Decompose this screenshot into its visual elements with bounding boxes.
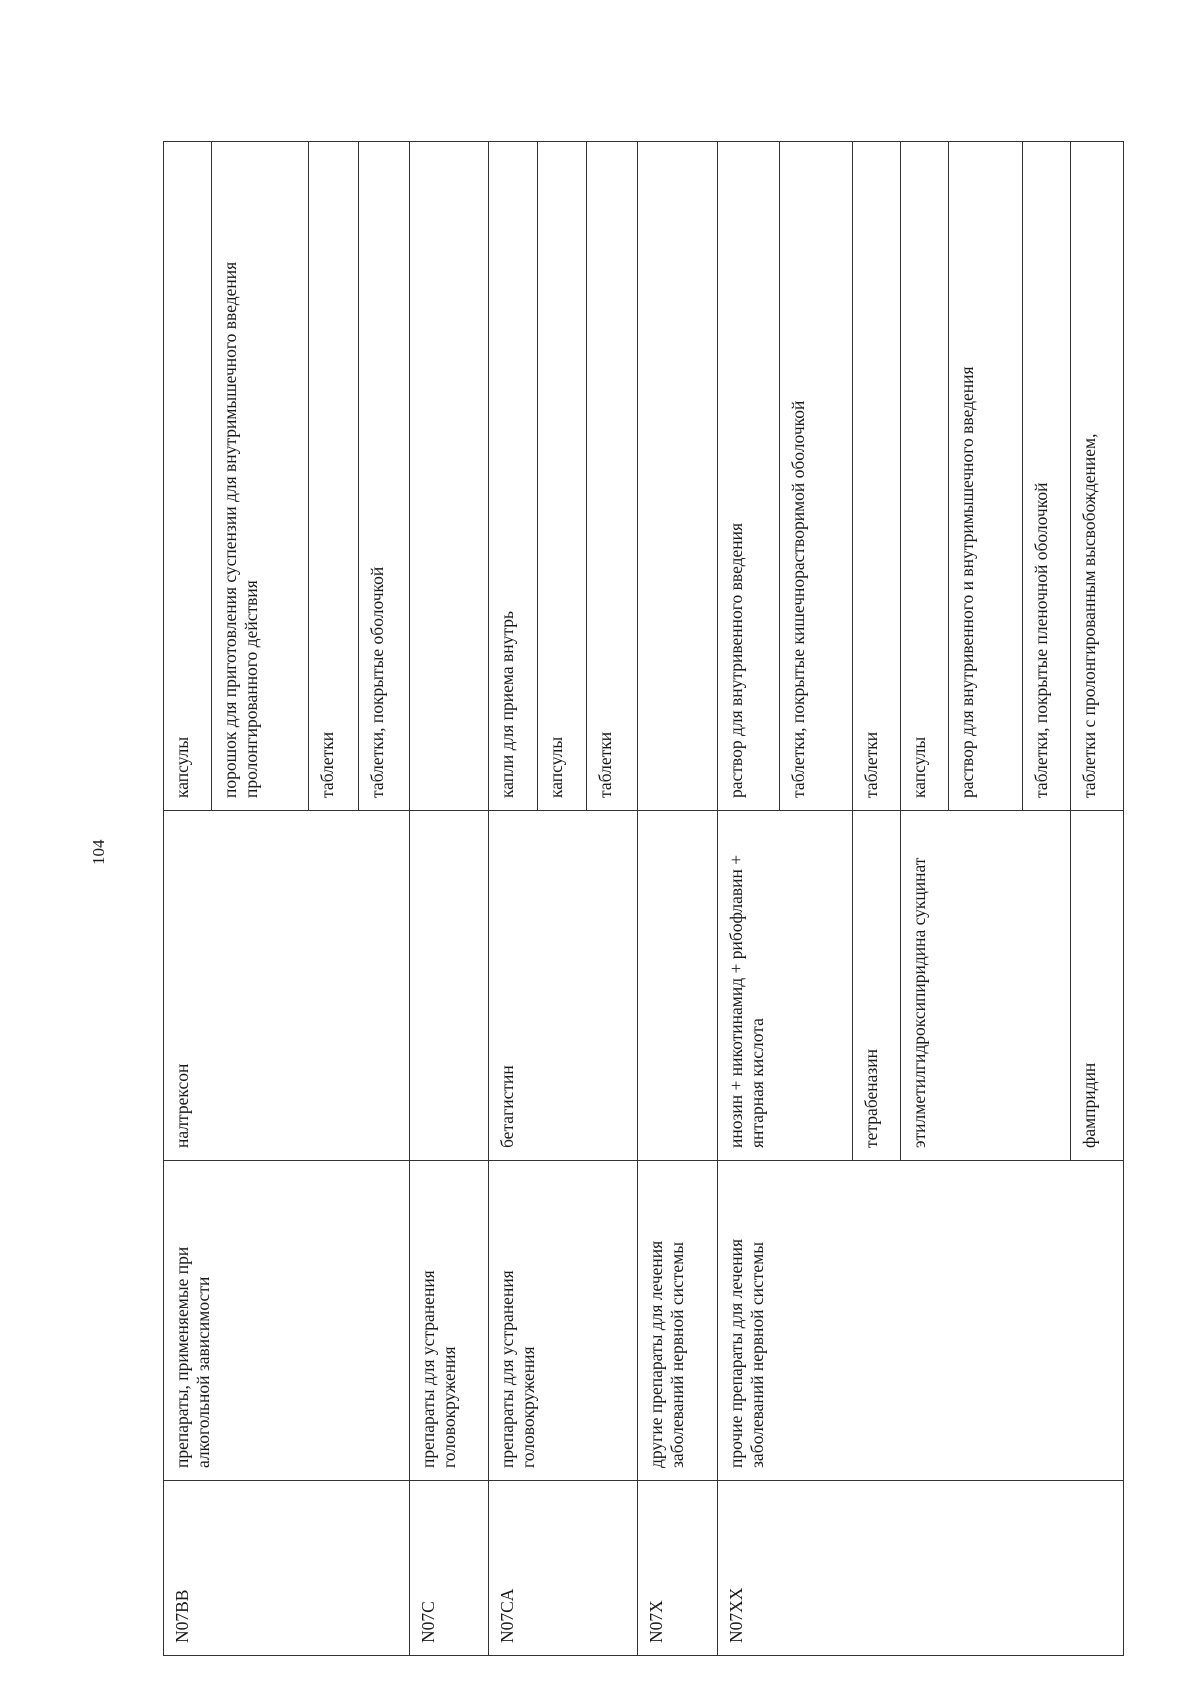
dosage-form: порошок для приготовления суспензии для внутримышечного введения пролонгированного действия	[212, 142, 308, 811]
dosage-form: таблетки, покрытые оболочкой	[358, 142, 409, 811]
dosage-form: капсулы	[537, 142, 586, 811]
dosage-form: таблетки с пролонгированным высвобождением,	[1071, 142, 1124, 811]
dosage-form: раствор для внутривенного и внутримышечного введения	[949, 142, 1023, 811]
dosage-form: таблетки, покрытые кишечнорастворимой оболочкой	[779, 142, 852, 811]
atc-code: N07CA	[488, 1481, 637, 1656]
pharm-group: прочие препараты для лечения заболеваний нервной системы	[717, 1161, 1123, 1481]
dosage-form: таблетки	[308, 142, 358, 811]
table-row	[717, 142, 779, 1656]
drug-name: фампридин	[1071, 811, 1124, 1161]
atc-code: N07XX	[717, 1481, 1123, 1656]
drug-name: бетагистин	[488, 811, 637, 1161]
atc-code: N07BB	[164, 1481, 410, 1656]
dosage-form: капсулы	[164, 142, 212, 811]
table-row	[164, 142, 212, 1656]
dosage-form: таблетки	[587, 142, 637, 811]
atc-code: N07X	[637, 1481, 717, 1656]
drug-name: налтрексон	[164, 811, 410, 1161]
medications-table	[163, 141, 1124, 1656]
drug-name	[410, 811, 488, 1161]
dosage-form	[410, 142, 488, 811]
drug-name: этилметилгидроксипиридина сукцинат	[901, 811, 1071, 1161]
dosage-form	[637, 142, 717, 811]
atc-code: N07C	[410, 1481, 488, 1656]
pharm-group: препараты, применяемые при алкогольной зависимости	[164, 1161, 410, 1481]
table-row	[410, 142, 488, 1656]
drug-name: инозин + никотинамид + рибофлавин + янтарная кислота	[717, 811, 852, 1161]
drug-name	[637, 811, 717, 1161]
pharm-group: другие препараты для лечения заболеваний нервной системы	[637, 1161, 717, 1481]
pharm-group: препараты для устранения головокружения	[488, 1161, 637, 1481]
drug-name: тетрабеназин	[852, 811, 900, 1161]
dosage-form: раствор для внутривенного введения	[717, 142, 779, 811]
page-number: 104	[89, 839, 108, 865]
dosage-form: капли для приема внутрь	[488, 142, 537, 811]
table-row	[488, 142, 537, 1656]
dosage-form: таблетки, покрытые пленочной оболочкой	[1023, 142, 1071, 811]
dosage-form: таблетки	[852, 142, 900, 811]
dosage-form: капсулы	[901, 142, 949, 811]
table-wrapper	[163, 142, 1200, 1643]
table-row	[637, 142, 717, 1656]
pharm-group: препараты для устранения головокружения	[410, 1161, 488, 1481]
